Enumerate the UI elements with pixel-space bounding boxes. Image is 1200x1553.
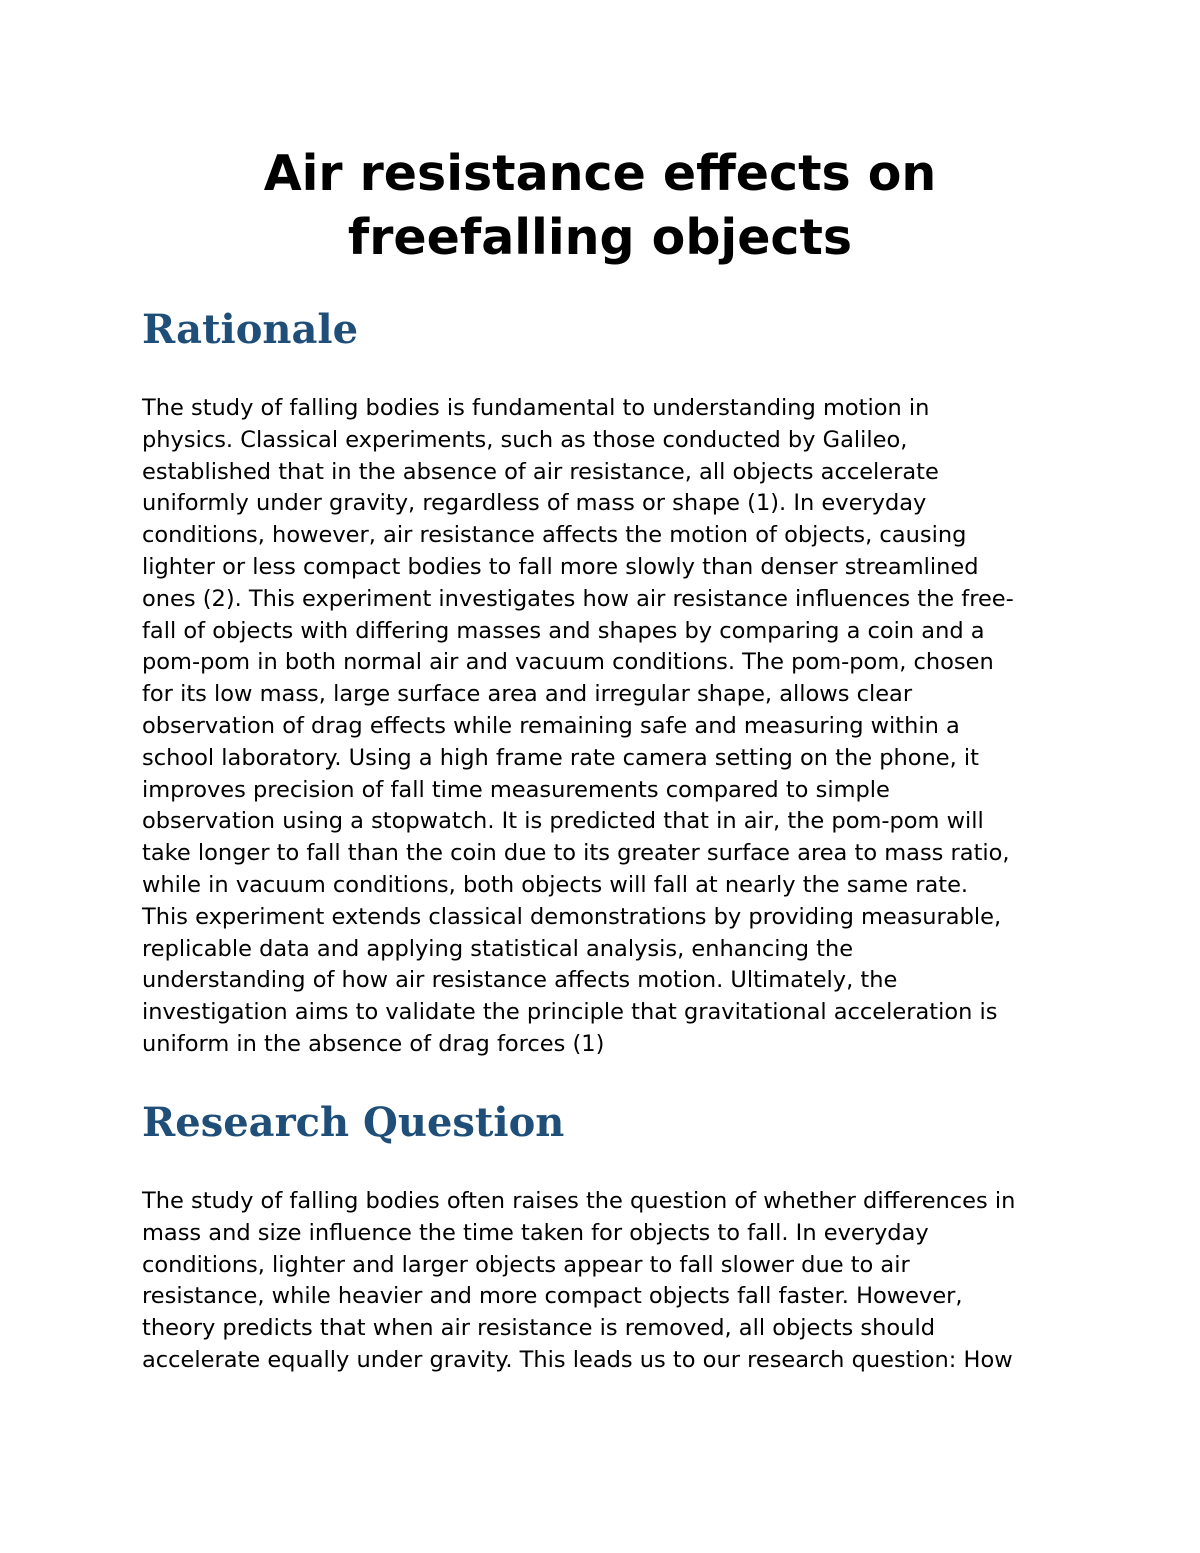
section-heading-rationale: Rationale: [142, 306, 359, 353]
paragraph-line: resistance, while heavier and more compact objects fall faster. However,: [142, 1283, 963, 1310]
paragraph-line: accelerate equally under gravity. This leads us to our research question: How: [142, 1346, 1013, 1373]
paragraph-line: uniform in the absence of drag forces (1): [142, 1030, 605, 1057]
paragraph-line: mass and size influence the time taken for objects to fall. In everyday: [142, 1219, 929, 1246]
section-heading-research-question: Research Question: [142, 1099, 565, 1146]
paragraph-line: take longer to fall than the coin due to its greater surface area to mass ratio,: [142, 840, 1010, 867]
paragraph-line: improves precision of fall time measurements compared to simple: [142, 776, 890, 803]
research-question-paragraph: [142, 1186, 1062, 1377]
paragraph-line: lighter or less compact bodies to fall more slowly than denser streamlined: [142, 553, 979, 580]
paragraph-line: pom-pom in both normal air and vacuum conditions. The pom-pom, chosen: [142, 649, 994, 676]
paragraph-line: ones (2). This experiment investigates how air resistance influences the free-: [142, 585, 1014, 612]
paragraph-line: for its low mass, large surface area and irregular shape, allows clear: [142, 681, 913, 708]
paragraph-line: observation using a stopwatch. It is predicted that in air, the pom-pom will: [142, 808, 984, 835]
paragraph-line: fall of objects with differing masses and shapes by comparing a coin and a: [142, 617, 985, 644]
document-title: [140, 142, 1060, 270]
paragraph-line: conditions, however, air resistance affects the motion of objects, causing: [142, 522, 967, 549]
paragraph-line: The study of falling bodies is fundamental to understanding motion in: [142, 395, 930, 421]
rationale-paragraph: [142, 393, 1062, 1061]
paragraph-line: theory predicts that when air resistance is removed, all objects should: [142, 1315, 935, 1342]
paragraph-line: while in vacuum conditions, both objects will fall at nearly the same rate.: [142, 871, 969, 898]
paragraph-line: physics. Classical experiments, such as those conducted by Galileo,: [142, 426, 908, 453]
paragraph-line: understanding of how air resistance affects motion. Ultimately, the: [142, 967, 898, 994]
paragraph-line: established that in the absence of air resistance, all objects accelerate: [142, 458, 939, 485]
paragraph-line: replicable data and applying statistical analysis, enhancing the: [142, 935, 854, 962]
paragraph-line: The study of falling bodies often raises the question of whether differences in: [142, 1188, 1016, 1214]
paragraph-line: observation of drag effects while remaining safe and measuring within a: [142, 712, 960, 739]
paragraph-line: school laboratory. Using a high frame rate camera setting on the phone, it: [142, 744, 979, 771]
paragraph-line: investigation aims to validate the principle that gravitational acceleration is: [142, 999, 998, 1026]
paragraph-line: conditions, lighter and larger objects appear to fall slower due to air: [142, 1251, 910, 1278]
title-line: Air resistance effects on: [263, 145, 937, 202]
paragraph-line: This experiment extends classical demonstrations by providing measurable,: [142, 903, 1002, 930]
paragraph-line: uniformly under gravity, regardless of mass or shape (1). In everyday: [142, 490, 927, 517]
title-line: freefalling objects: [347, 209, 853, 266]
